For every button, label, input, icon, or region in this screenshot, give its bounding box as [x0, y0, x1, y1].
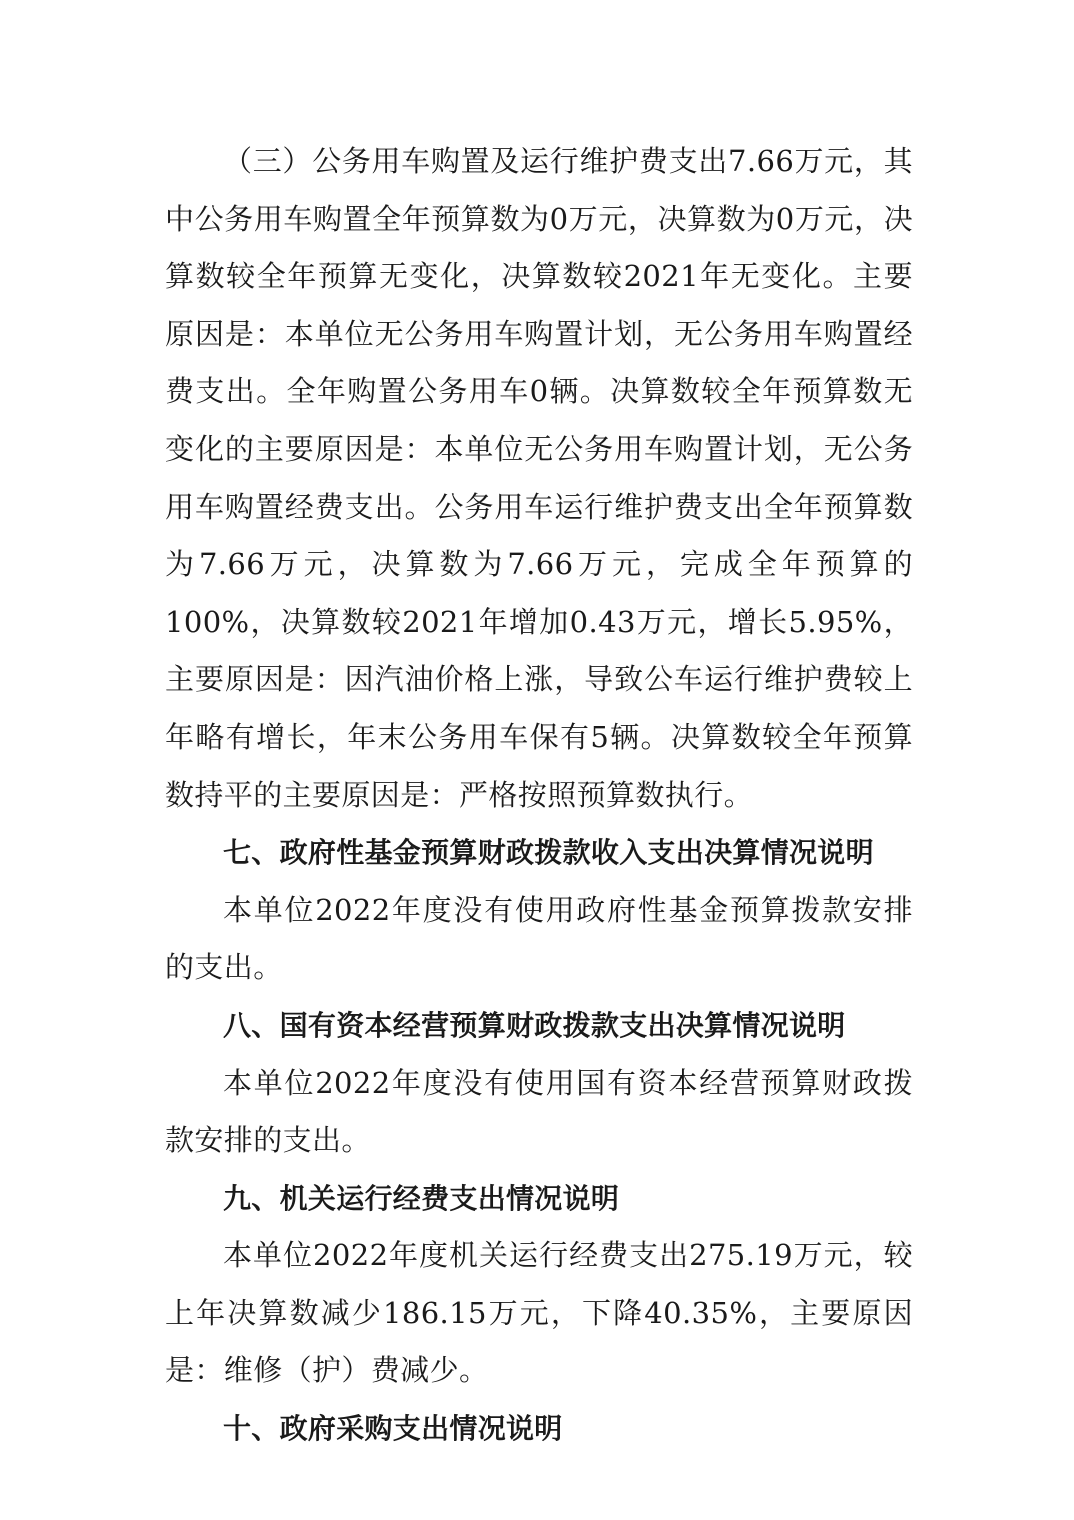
section-heading-7: 七、政府性基金预算财政拨款收入支出决算情况说明	[223, 836, 874, 870]
section-paragraph-7: 本单位2022年度没有使用政府性基金预算拨款安排的支出。	[165, 892, 913, 985]
vehicle-expense-paragraph: （三）公务用车购置及运行维护费支出7.66万元，其中公务用车购置全年预算数为0万元，决算数为0万元，决算数较全年预算无变化，决算数较2021年无变化。主要原因是：本单位无公务用车购置计划，无公务用车购置经费支出。全年购置公务用车0辆。决算数较全年预算数无变化的主要原因是：本单位无公务用车购置计划，无公务用车购置经费支出。公务用车运行维护费支出全年预算数为7.66万元，决算数为7.66万元，完成全年预算的100%，决算数较2021年增加0.43万元，增长5.95%，主要原因是：因汽油价格上涨，导致公车运行维护费较上年略有增长，年末公务用车保有5辆。决算数较全年预算数持平的主要原因是：严格按照预算数执行。	[165, 144, 913, 812]
section-heading-8: 八、国有资本经营预算财政拨款支出决算情况说明	[223, 1008, 846, 1042]
section-paragraph-8: 本单位2022年度没有使用国有资本经营预算财政拨款安排的支出。	[165, 1065, 913, 1158]
section-heading-10: 十、政府采购支出情况说明	[223, 1412, 563, 1446]
section-paragraph-9: 本单位2022年度机关运行经费支出275.19万元，较上年决算数减少186.15万元，下降40.35%，主要原因是：维修（护）费减少。	[165, 1238, 913, 1388]
document-page	[165, 133, 913, 1458]
section-heading-9: 九、机关运行经费支出情况说明	[223, 1181, 620, 1215]
